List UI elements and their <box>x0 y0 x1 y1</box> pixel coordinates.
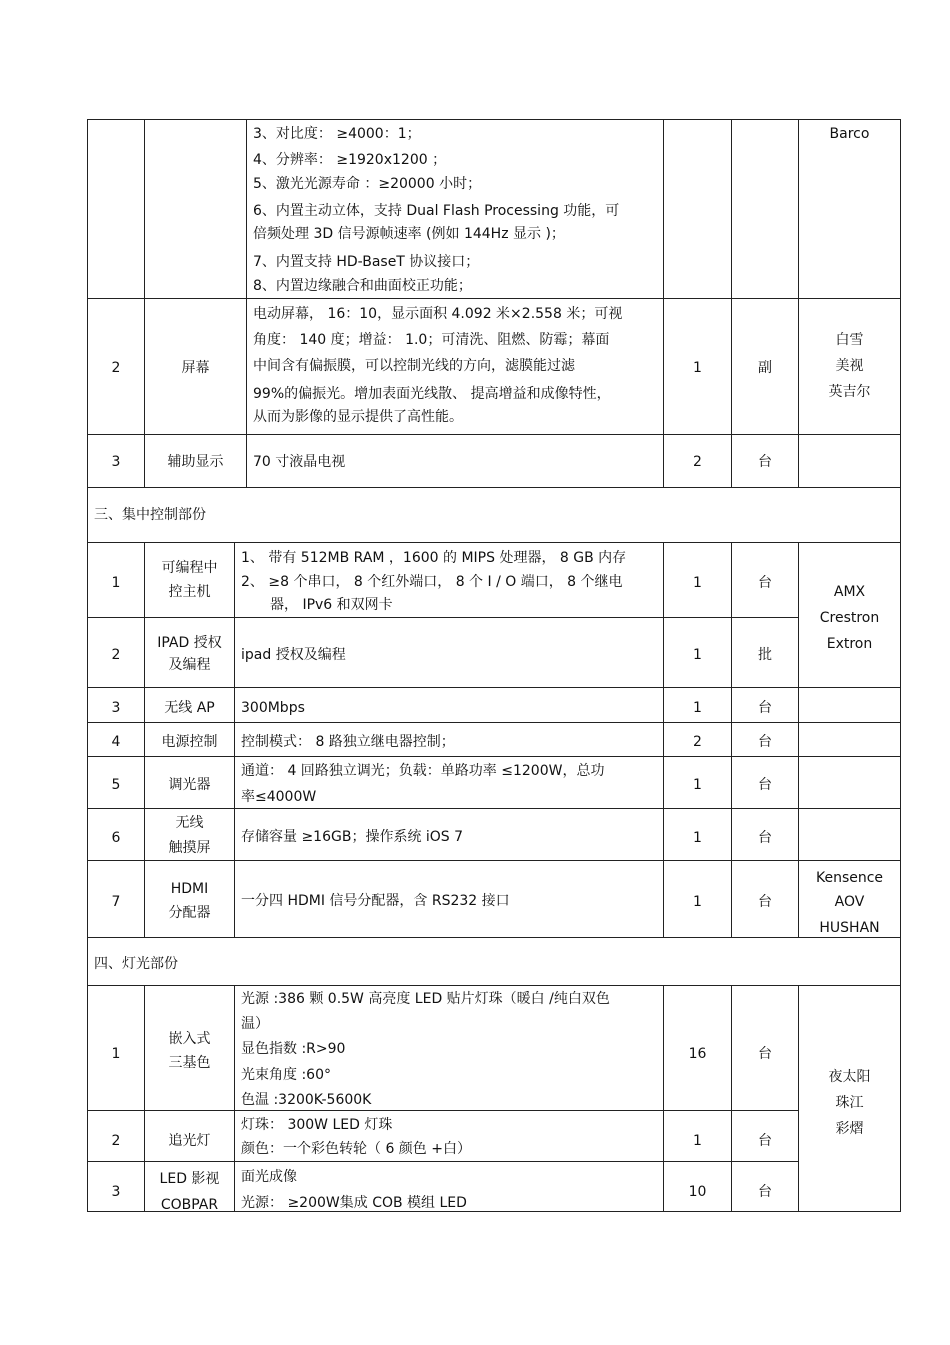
row-number: 6 <box>111 830 121 846</box>
item-name: 调光器 <box>168 777 211 793</box>
spec-line: 光源 :386 颗 0.5W 高亮度 LED 贴片灯珠（暖白 /纯白双色 <box>241 991 610 1007</box>
table-rule <box>87 756 901 757</box>
unit: 台 <box>758 1046 772 1062</box>
table-rule <box>87 937 901 938</box>
spec-line: 通道： 4 回路独立调光；负载：单路功率 ≤1200W，总功 <box>241 763 605 779</box>
row-number: 4 <box>111 734 121 750</box>
quantity: 1 <box>693 575 702 591</box>
spec-line: 99%的偏振光。增加表面光线散、 提高增益和成像特性， <box>253 386 611 402</box>
unit: 副 <box>758 360 772 376</box>
spec-line: 角度： 140 度；增益： 1.0；可清洗、阻燃、防霉；幕面 <box>253 332 610 348</box>
row-number: 2 <box>111 360 121 376</box>
brand-cell: 珠江 <box>835 1095 864 1111</box>
table-rule <box>87 298 901 299</box>
table-rule <box>87 434 901 435</box>
spec-line: 5、激光光源寿命 ：≥20000 小时； <box>253 176 482 192</box>
spec-line: 一分四 HDMI 信号分配器，含 RS232 接口 <box>241 893 510 909</box>
spec-line: 电动屏幕， 16：10，显示面积 4.092 米×2.558 米；可视 <box>253 306 623 322</box>
spec-line: 显色指数 :R>90 <box>241 1041 346 1057</box>
unit: 批 <box>758 647 772 663</box>
spec-line: 70 寸液晶电视 <box>253 454 346 470</box>
row-number: 5 <box>111 777 121 793</box>
unit: 台 <box>758 830 772 846</box>
quantity: 1 <box>693 360 702 376</box>
row-number: 3 <box>111 700 121 716</box>
spec-line: 中间含有偏振膜，可以控制光线的方向，滤膜能过滤 <box>253 358 575 374</box>
table-rule <box>87 487 901 488</box>
spec-line: 器， IPv6 和双网卡 <box>270 597 393 613</box>
item-name: HDMI <box>170 881 209 897</box>
spec-line: 灯珠： 300W LED 灯珠 <box>241 1117 393 1133</box>
spec-line: 7、内置支持 HD-BaseT 协议接口； <box>253 254 480 270</box>
item-name: 可编程中 <box>161 560 218 576</box>
item-name: 屏幕 <box>181 360 210 376</box>
unit: 台 <box>758 894 772 910</box>
quantity: 16 <box>688 1046 707 1062</box>
unit: 台 <box>758 777 772 793</box>
table-rule <box>87 542 901 543</box>
item-name: 控主机 <box>168 584 211 600</box>
quantity: 1 <box>693 1133 702 1149</box>
item-name: 电源控制 <box>161 734 218 750</box>
section-title: 四、灯光部份 <box>94 956 178 972</box>
spec-line: 色温 :3200K-5600K <box>241 1092 372 1108</box>
table-rule <box>144 119 145 488</box>
quantity: 1 <box>693 777 702 793</box>
brand-cell: 彩熠 <box>835 1121 864 1137</box>
table-rule <box>87 119 901 120</box>
item-name: 分配器 <box>168 905 211 921</box>
table-rule <box>87 722 901 723</box>
quantity: 2 <box>693 454 702 470</box>
row-number: 1 <box>111 575 121 591</box>
quantity: 1 <box>693 647 702 663</box>
section-title: 三、集中控制部份 <box>94 507 206 523</box>
item-name: 嵌入式 <box>168 1031 211 1047</box>
table-rule <box>87 808 901 809</box>
spec-line: ipad 授权及编程 <box>241 647 346 663</box>
table-rule <box>87 1110 798 1111</box>
table-rule <box>234 985 235 1212</box>
row-number: 3 <box>111 454 121 470</box>
row-number: 1 <box>111 1046 121 1062</box>
row-number: 3 <box>111 1184 121 1200</box>
item-name: 及编程 <box>168 657 211 673</box>
spec-line: 光束角度 :60° <box>241 1067 331 1083</box>
item-name: 无线 AP <box>164 700 215 716</box>
quantity: 1 <box>693 894 702 910</box>
spec-line: 率≤4000W <box>241 789 317 805</box>
spec-line: 温） <box>241 1016 269 1032</box>
quantity: 1 <box>693 700 702 716</box>
spec-line: 光源： ≥200W集成 COB 模组 LED <box>241 1195 467 1211</box>
item-name: COBPAR <box>160 1197 219 1213</box>
spec-line: 4、分辨率： ≥1920x1200 ； <box>253 152 447 168</box>
unit: 台 <box>758 1184 772 1200</box>
spec-line: 面光成像 <box>241 1169 297 1185</box>
quantity: 1 <box>693 830 702 846</box>
spec-line: 300Mbps <box>241 700 305 716</box>
unit: 台 <box>758 454 772 470</box>
unit: 台 <box>758 700 772 716</box>
brand-cell: Barco <box>829 126 870 142</box>
table-rule <box>246 119 247 488</box>
table-rule <box>900 119 901 1212</box>
item-name: IPAD 授权 <box>157 635 222 651</box>
unit: 台 <box>758 1133 772 1149</box>
brand-cell: 夜太阳 <box>828 1069 871 1085</box>
quantity: 2 <box>693 734 702 750</box>
brand-cell: AMX <box>833 584 866 600</box>
spec-line: 存储容量 ≥16GB；操作系统 iOS 7 <box>241 829 464 845</box>
brand-cell: AOV <box>834 894 865 910</box>
row-number: 2 <box>111 647 121 663</box>
table-rule <box>87 687 901 688</box>
item-name: 触摸屏 <box>168 840 211 856</box>
brand-cell: Kensence <box>815 870 884 886</box>
item-name: 辅助显示 <box>167 454 224 470</box>
table-rule <box>87 1161 798 1162</box>
spec-line: 3、对比度： ≥4000：1； <box>253 126 421 142</box>
table-rule <box>731 119 732 488</box>
row-number: 7 <box>111 894 121 910</box>
spec-line: 控制模式： 8 路独立继电器控制； <box>241 734 455 750</box>
table-rule <box>798 119 799 488</box>
brand-cell: 美视 <box>835 358 864 374</box>
brand-cell: 英吉尔 <box>828 384 871 400</box>
spec-line: 8、内置边缘融合和曲面校正功能； <box>253 278 472 294</box>
item-name: 追光灯 <box>168 1133 211 1149</box>
row-number: 2 <box>111 1133 121 1149</box>
table-rule <box>663 119 664 488</box>
spec-line: 从而为影像的显示提供了高性能。 <box>253 409 463 425</box>
table-rule <box>234 542 235 938</box>
unit: 台 <box>758 575 772 591</box>
quantity: 10 <box>688 1184 707 1200</box>
table-rule <box>87 617 798 618</box>
brand-cell: 白雪 <box>835 332 864 348</box>
brand-cell: Crestron <box>819 610 880 626</box>
spec-line: 1、 带有 512MB RAM ，1600 的 MIPS 处理器， 8 GB 内存 <box>241 550 627 566</box>
spec-line: 2、 ≥8 个串口， 8 个红外端口， 8 个 I / O 端口， 8 个继电 <box>241 574 623 590</box>
spec-line: 颜色：一个彩色转轮（ 6 颜色 +白） <box>241 1141 471 1157</box>
table-rule <box>87 985 901 986</box>
table-rule <box>663 985 664 1212</box>
unit: 台 <box>758 734 772 750</box>
item-name: LED 影视 <box>159 1171 220 1187</box>
brand-cell: HUSHAN <box>819 920 880 936</box>
brand-cell: Extron <box>826 636 873 652</box>
item-name: 无线 <box>175 815 204 831</box>
item-name: 三基色 <box>168 1055 211 1071</box>
spec-line: 倍频处理 3D 信号源帧速率 (例如 144Hz 显示 )； <box>253 226 565 242</box>
table-rule <box>731 985 732 1212</box>
spec-line: 6、内置主动立体，支持 Dual Flash Processing 功能，可 <box>253 203 620 219</box>
